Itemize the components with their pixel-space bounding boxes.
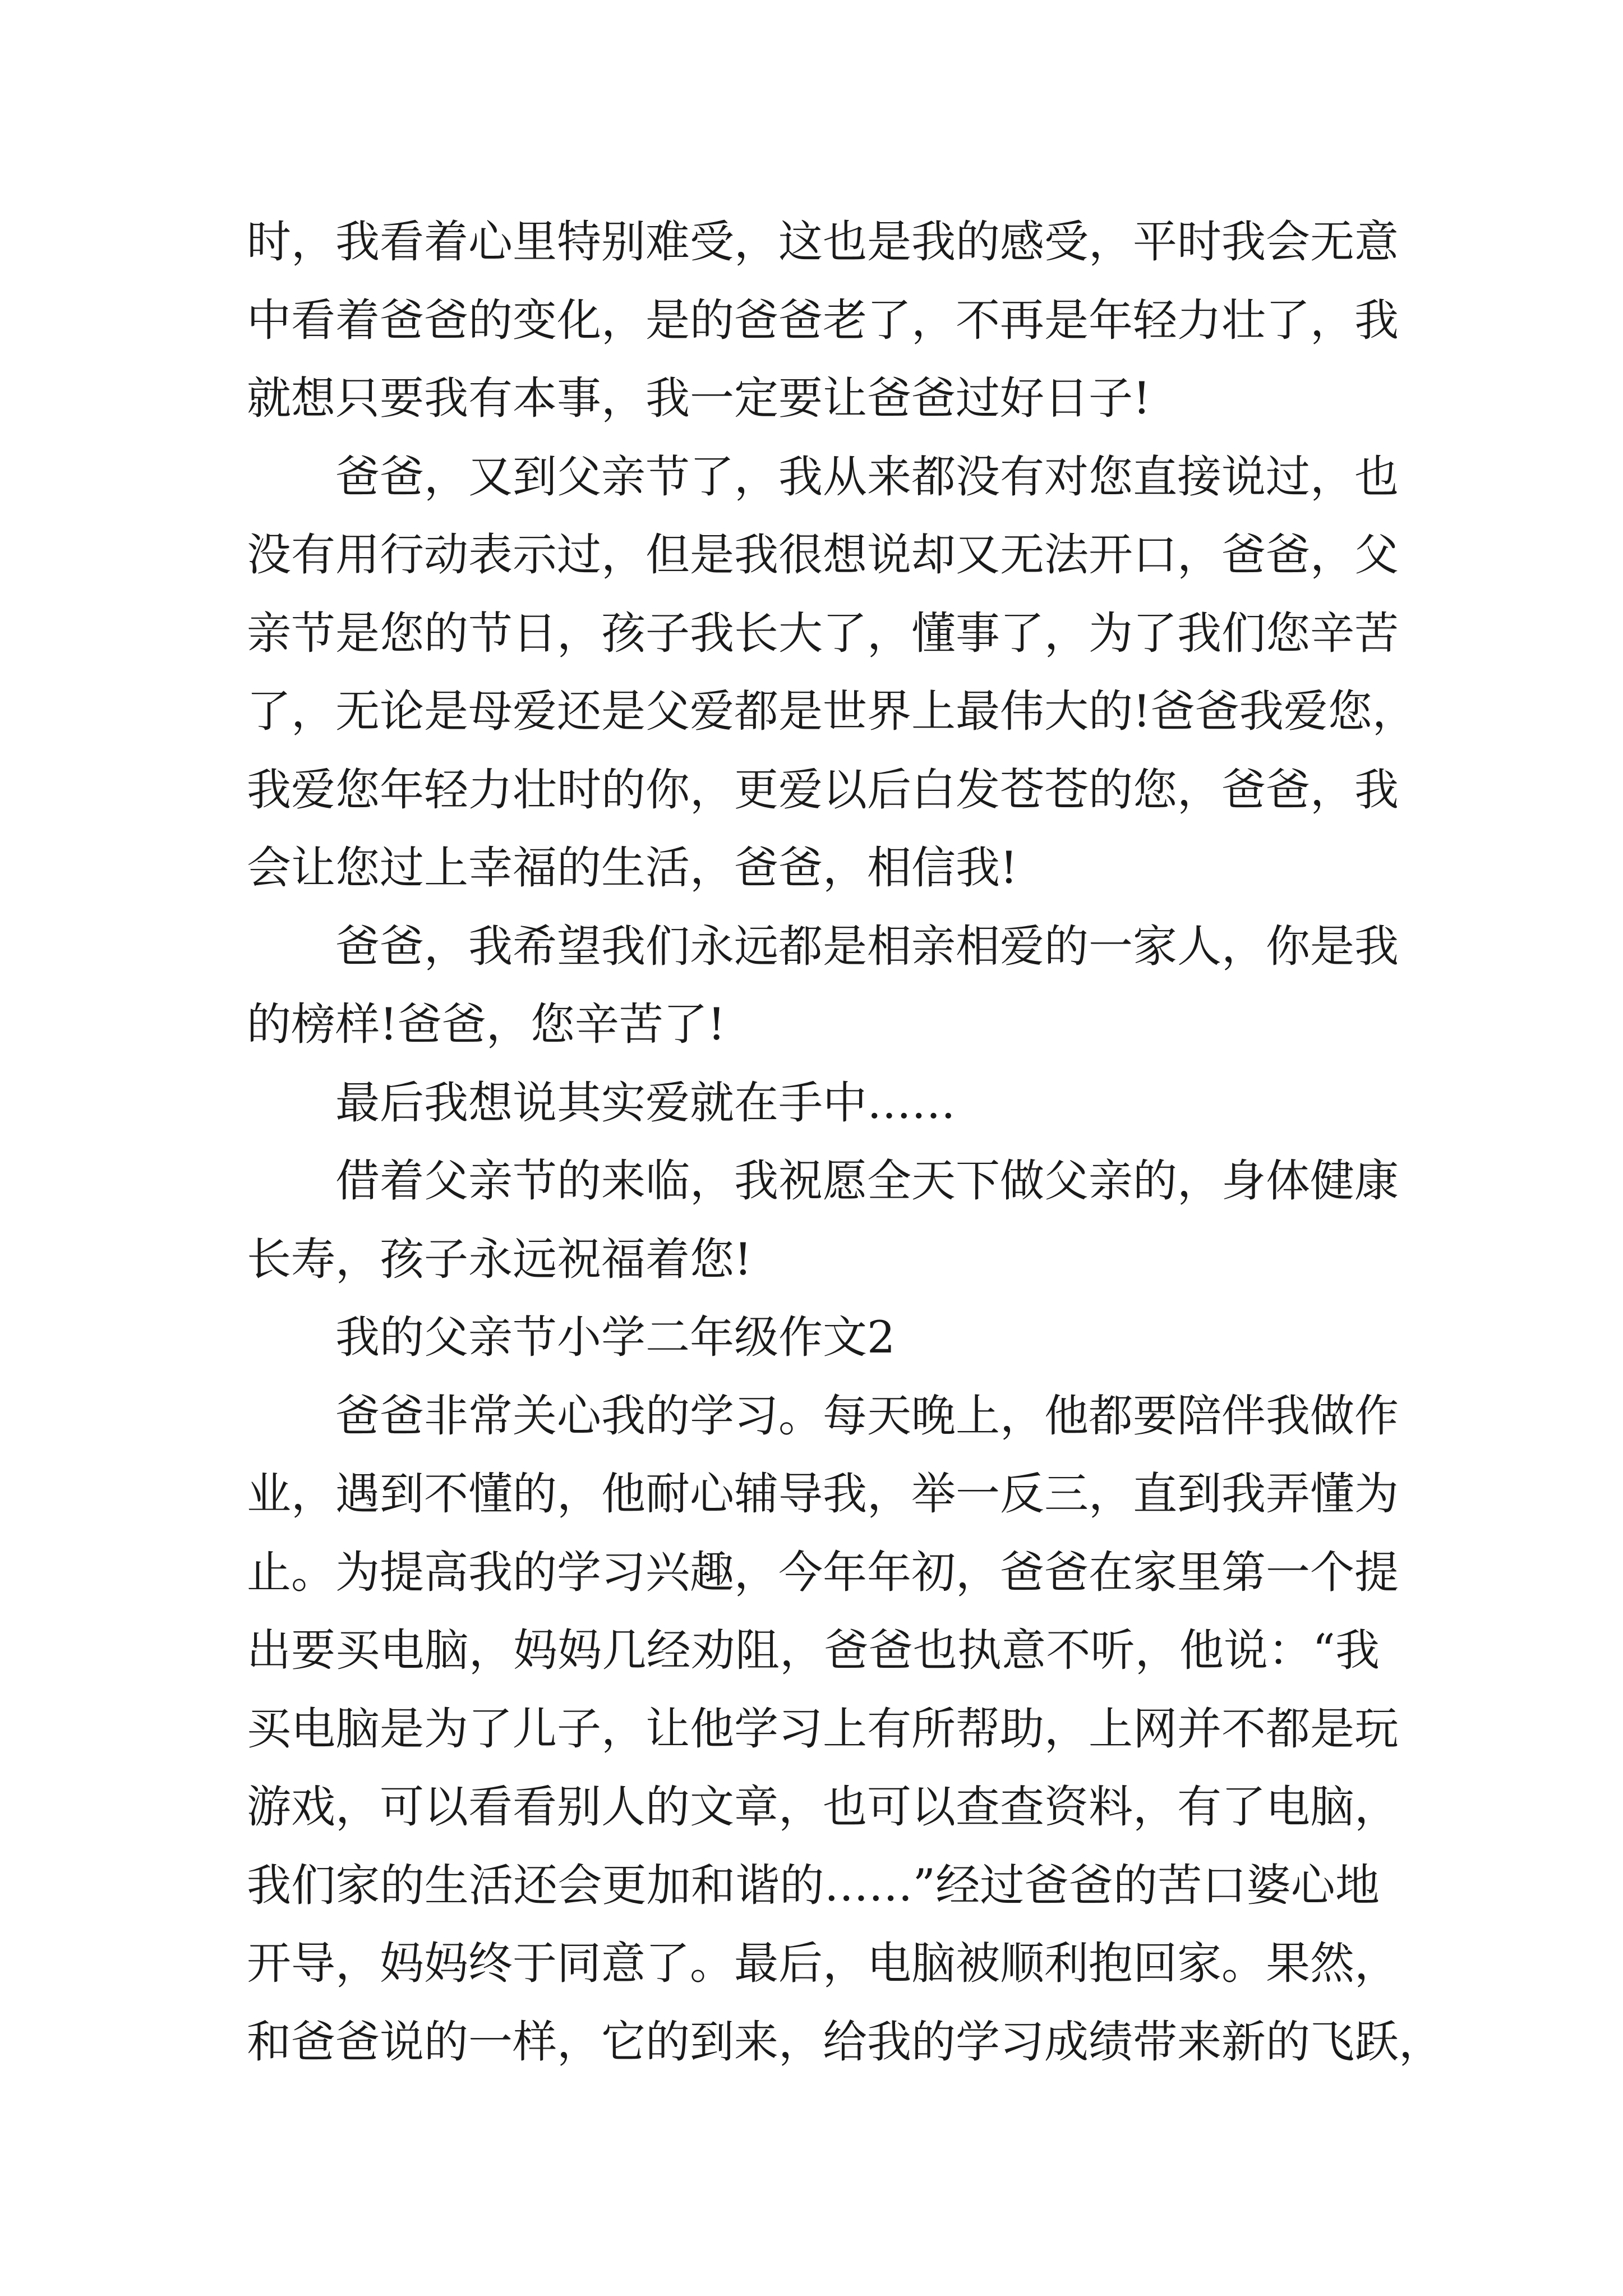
body-line: 止。为提高我的学习兴趣，今年年初，爸爸在家里第一个提	[247, 1546, 1399, 1598]
body-line: 和爸爸说的一样，它的到来，给我的学习成绩带来新的飞跃，	[247, 2016, 1443, 2068]
body-line: 出要买电脑，妈妈几经劝阻，爸爸也执意不听，他说：“我	[247, 1625, 1380, 1676]
body-line: 开导，妈妈终于同意了。最后，电脑被顺利抱回家。果然，	[247, 1938, 1399, 1989]
body-line: 没有用行动表示过，但是我很想说却又无法开口，爸爸，父	[247, 529, 1399, 581]
body-line: 亲节是您的节日，孩子我长大了，懂事了，为了我们您辛苦	[247, 607, 1399, 659]
paragraph-first-line: 爸爸非常关心我的学习。每天晚上，他都要陪伴我做作	[335, 1389, 1399, 1442]
body-line: 买电脑是为了儿子，让他学习上有所帮助，上网并不都是玩	[247, 1703, 1399, 1755]
paragraph-first-line: 爸爸，又到父亲节了，我从来都没有对您直接说过，也	[335, 450, 1399, 503]
body-line: 业，遇到不懂的，他耐心辅导我，举一反三，直到我弄懂为	[247, 1468, 1399, 1520]
body-line: 我们家的生活还会更加和谐的……”经过爸爸的苦口婆心地	[247, 1859, 1380, 1911]
section-title: 我的父亲节小学二年级作文2	[335, 1312, 896, 1363]
body-line: 就想只要我有本事，我一定要让爸爸过好日子!	[247, 372, 1151, 424]
body-line: 长寿，孩子永远祝福着您!	[247, 1233, 752, 1285]
body-line: 的榜样!爸爸，您辛苦了!	[247, 999, 726, 1050]
document-body	[247, 203, 1443, 2081]
body-line: 了，无论是母爱还是父爱都是世界上最伟大的!爸爸我爱您，	[247, 685, 1417, 737]
body-line: 中看着爸爸的变化，是的爸爸老了，不再是年轻力壮了，我	[247, 294, 1399, 346]
paragraph-first-line: 最后我想说其实爱就在手中……	[335, 1076, 956, 1129]
body-line: 我爱您年轻力壮时的你，更爱以后白发苍苍的您，爸爸，我	[247, 763, 1399, 816]
paragraph-first-line: 借着父亲节的来临，我祝愿全天下做父亲的，身体健康	[335, 1155, 1399, 1207]
body-line: 会让您过上幸福的生活，爸爸，相信我!	[247, 842, 1018, 894]
body-line: 时，我看着心里特别难受，这也是我的感受，平时我会无意	[247, 216, 1399, 268]
paragraph-first-line: 爸爸，我希望我们永远都是相亲相爱的一家人，你是我	[335, 920, 1399, 972]
body-line: 游戏，可以看看别人的文章，也可以查查资料，有了电脑，	[247, 1781, 1399, 1833]
